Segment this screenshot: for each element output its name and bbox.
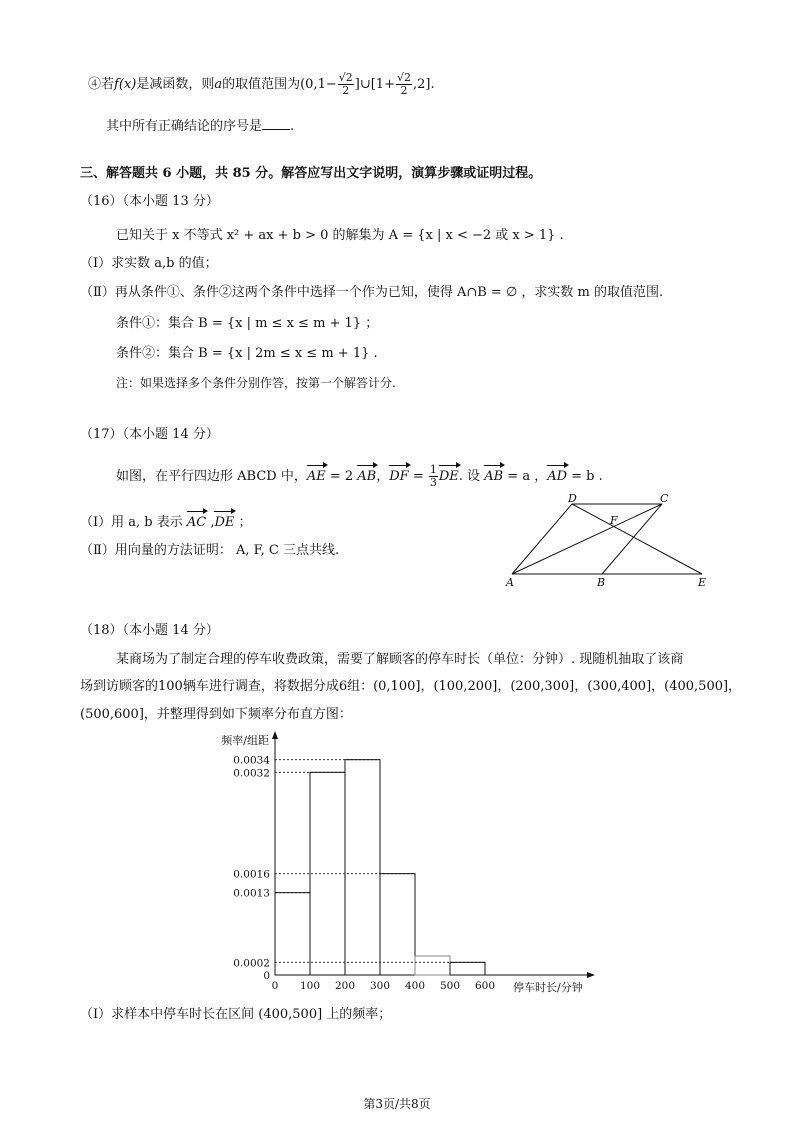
q17-part1: （Ⅰ）用 a, b 表示 AC ,DE ； <box>80 515 252 530</box>
label-c: C <box>660 492 669 505</box>
x-tick-label: 500 <box>439 980 461 992</box>
q18-line2: 场到访顾客的100辆车进行调查，将数据分成6组：(0,100]，(100,200]，(200,300]，(300,400]，(400,500]， <box>80 679 742 694</box>
q18-label: （18）（本小题 14 分） <box>80 623 219 638</box>
histogram-bar <box>345 760 380 975</box>
q16-label: （16）（本小题 13 分） <box>80 194 219 209</box>
q16-condition1: 条件①：集合 B = {x | m ≤ x ≤ m + 1} ； <box>116 316 379 331</box>
x-tick-label: 0 <box>271 980 279 992</box>
parallelogram-figure <box>500 492 720 592</box>
vector-ad: AD <box>547 469 568 484</box>
q16-condition2: 条件②：集合 B = {x | 2m ≤ x ≤ m + 1} . <box>116 346 378 361</box>
fraction-sqrt2-over-2: $\frac{√2}{2}$ <box>338 71 353 97</box>
x-tick-label: 400 <box>404 980 426 992</box>
histogram-bar <box>450 962 485 975</box>
x-tick-label: 300 <box>369 980 391 992</box>
y-axis-label: 频率/组距 <box>221 734 269 747</box>
frequency-histogram <box>200 728 620 1000</box>
x-tick-label: 600 <box>474 980 496 992</box>
q16-part1: （Ⅰ）求实数 a,b 的值； <box>80 256 218 271</box>
fraction-one-third: $\frac{1}{3}$ <box>429 463 437 489</box>
q16-stem: 已知关于 x 不等式 x² + ax + b > 0 的解集为 A = {x | x < −2 或 x > 1} . <box>116 228 564 243</box>
page-number: 第3页/共8页 <box>363 1097 431 1111</box>
q15-item4: ④若f(x)是减函数，则a的取值范围为(0,1− $\frac{√2}{2}$ ]∪[1+ $\frac{√2}{2}$ ,2]. <box>88 71 435 97</box>
y-tick-label: 0.0032 <box>233 767 270 780</box>
segment-ac <box>512 504 662 574</box>
y-tick-label: 0.0013 <box>233 887 270 900</box>
label-e: E <box>698 576 707 589</box>
vector-ae: AE <box>306 469 326 484</box>
y-tick-label: 0.0034 <box>233 754 270 767</box>
x-axis-arrow <box>587 972 595 978</box>
vector-ac: AC <box>186 515 207 530</box>
vector-ab: AB <box>357 469 377 484</box>
x-tick-label: 200 <box>334 980 356 992</box>
q17-part2: （Ⅱ）用向量的方法证明： A, F, C 三点共线. <box>80 543 340 558</box>
q16-part2: （Ⅱ）再从条件①、条件②这两个条件中选择一个作为已知，使得 A∩B = ∅ ，求实数 m 的取值范围. <box>80 285 664 300</box>
y-tick-label: 0 <box>263 970 270 982</box>
q17-stem: 如图，在平行四边形 ABCD 中，AE = 2 AB，DF = $\frac{1}{3}$ DE. 设 AB = a ，AD = b . <box>116 463 603 489</box>
vector-de: DE <box>438 469 459 484</box>
vector-df: DF <box>389 469 409 484</box>
label-f: F <box>610 514 618 527</box>
y-tick-label: 0.0016 <box>233 868 270 881</box>
label-b: B <box>597 576 606 589</box>
q18-line3: (500,600]，并整理得到如下频率分布直方图： <box>80 707 352 722</box>
histogram-bar <box>380 874 415 975</box>
fraction-sqrt2-over-2: $\frac{√2}{2}$ <box>396 71 411 97</box>
y-tick-label: 0.0002 <box>233 957 270 970</box>
q18-part1: （Ⅰ）求样本中停车时长在区间 (400,500] 上的频率； <box>80 1007 392 1022</box>
x-axis-label: 停车时长/分钟 <box>513 981 583 994</box>
section-heading: 三、解答题共 6 小题，共 85 分。解答应写出文字说明，演算步骤或证明过程。 <box>80 166 542 181</box>
x-tick-label: 100 <box>299 980 321 992</box>
vector-de-2: DE <box>214 515 235 530</box>
q18-line1: 某商场为了制定合理的停车收费政策，需要了解顾客的停车时长（单位：分钟）. 现随机抽取了该商 <box>116 652 684 667</box>
histogram-bar <box>415 956 450 975</box>
answer-blank <box>262 117 290 130</box>
segment-de <box>572 504 702 574</box>
edge-ad <box>512 504 572 574</box>
q17-label: （17）（本小题 14 分） <box>80 427 219 442</box>
y-axis-arrow <box>272 731 278 739</box>
q16-note: 注：如果选择多个条件分别作答，按第一个解答计分. <box>116 376 396 390</box>
vector-ab-2: AB <box>484 469 504 484</box>
q15-prompt: 其中所有正确结论的序号是 . <box>106 119 295 134</box>
label-d: D <box>568 492 577 505</box>
label-a: A <box>506 576 514 589</box>
